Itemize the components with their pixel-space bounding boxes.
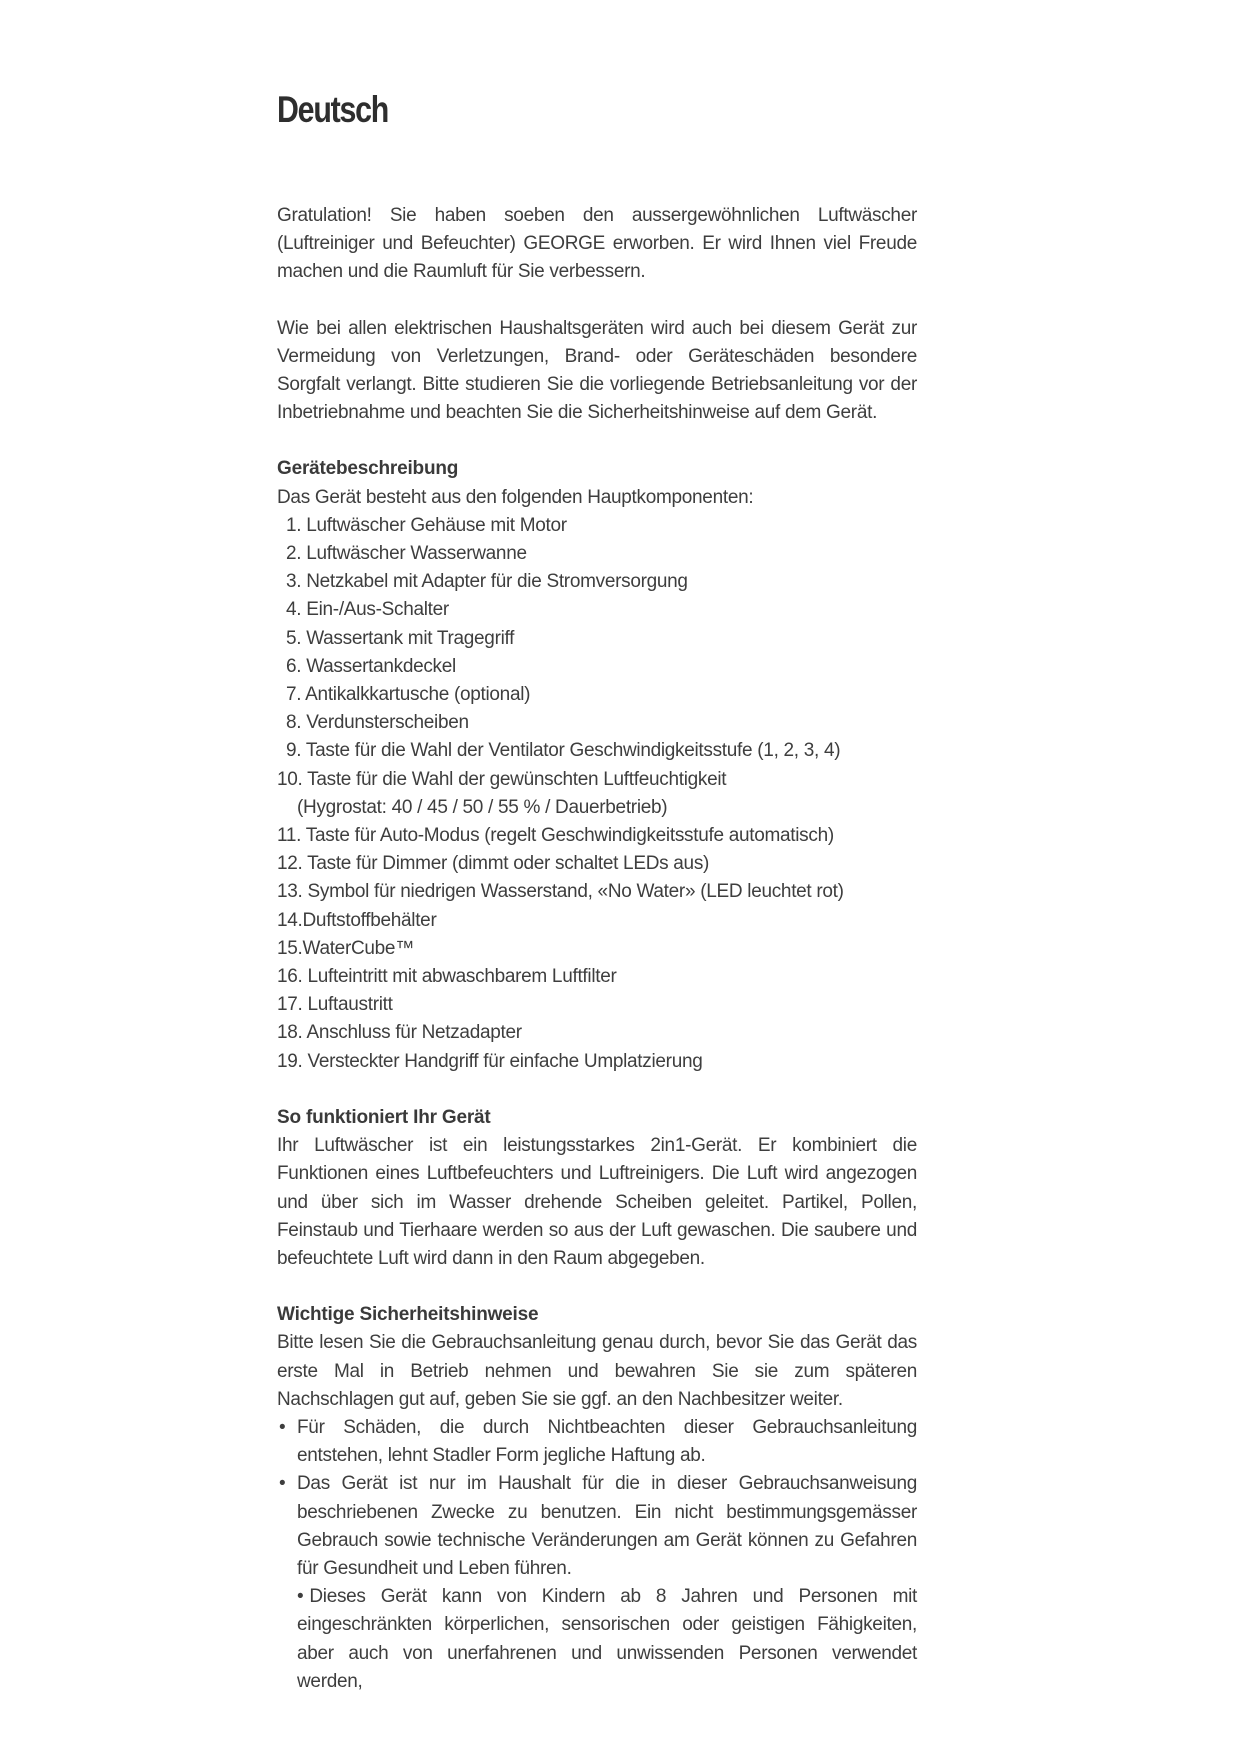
list-item: 16. Lufteintritt mit abwaschbarem Luftfilter: [277, 966, 617, 988]
section-heading-safety: Wichtige Sicherheitshinweise: [277, 1304, 539, 1326]
bullet-text: Dieses Gerät kann von Kindern ab 8 Jahren und Personen mit eingeschränkten körperlichen, sensorischen oder geistigen Fähigkeiten, aber auch von unerfahrenen und unwissenden Personen verwendet werden,: [297, 1586, 917, 1692]
list-item: 12. Taste für Dimmer (dimmt oder schaltet LEDs aus): [277, 853, 710, 875]
bullet-icon: •: [279, 1473, 286, 1495]
list-item: 13. Symbol für niedrigen Wasserstand, «No Water» (LED leuchtet rot): [277, 881, 844, 903]
list-item: 4. Ein-/Aus-Schalter: [286, 599, 449, 621]
list-item-10: [277, 766, 917, 822]
list-item-text: 10. Taste für die Wahl der gewünschten Luftfeuchtigkeit: [277, 768, 727, 790]
list-item: 11. Taste für Auto-Modus (regelt Geschwindigkeitsstufe automatisch): [277, 825, 834, 847]
list-item: 6. Wassertankdeckel: [286, 655, 456, 677]
bullet-icon: •: [279, 1416, 286, 1438]
bullet-text: Das Gerät ist nur im Haushalt für die in dieser Gebrauchsanweisung beschriebenen Zwecke zu benutzen. Ein nicht bestimmungsgemässer Gebrauch sowie technische Veränderungen am Gerät können zu Gefahren für Gesundheit und Leben führen.: [297, 1473, 917, 1579]
page-title: Deutsch: [277, 89, 389, 130]
intro-paragraph-2: Wie bei allen elektrischen Haushaltsgeräten wird auch bei diesem Gerät zur Vermeidung von Verletzungen, Brand- oder Geräteschäden besondere Sorgfalt verlangt. Bitte studieren Sie die vorliegende Betriebsanleitung vor der Inbetriebnahme und beachten Sie die Sicherheitshinweise auf dem Gerät.: [277, 317, 917, 424]
list-item: 17. Luftaustritt: [277, 994, 393, 1016]
section-heading-description: Gerätebeschreibung: [277, 458, 459, 480]
bullet-icon: •: [297, 1586, 304, 1608]
intro-paragraph-1: Gratulation! Sie haben soeben den aussergewöhnlichen Luftwäscher (Luftreiniger und Befeuchter) GEORGE erworben. Er wird Ihnen viel Freude machen und die Raumluft für Sie verbessern.: [277, 205, 917, 283]
list-item: 5. Wassertank mit Tragegriff: [286, 627, 515, 649]
list-item: [277, 1470, 917, 1583]
description-lead: Das Gerät besteht aus den folgenden Hauptkomponenten:: [277, 486, 754, 508]
section-heading-function: So funktioniert Ihr Gerät: [277, 1106, 491, 1128]
list-item: 7. Antikalkkartusche (optional): [286, 684, 531, 706]
safety-bullet-list: [277, 1414, 917, 1696]
list-item: 14.Duftstoffbehälter: [277, 909, 437, 931]
list-item-continuation: (Hygrostat: 40 / 45 / 50 / 55 % / Dauerbetrieb): [297, 796, 668, 818]
function-paragraph: Ihr Luftwäscher ist ein leistungsstarkes 2in1-Gerät. Er kombiniert die Funktionen eines Luftbefeuchters und Luftreinigers. Die Luft wird angezogen und über sich im Wasser drehende Scheiben geleitet. Partikel, Pollen, Feinstaub und Tierhaare werden so aus der Luft gewaschen. Die saubere und befeuchtete Luft wird dann in den Raum abgegeben.: [277, 1135, 917, 1269]
list-item: 18. Anschluss für Netzadapter: [277, 1022, 522, 1044]
manual-page: [277, 86, 917, 1696]
list-item: 3. Netzkabel mit Adapter für die Stromversorgung: [286, 571, 688, 593]
list-item: 1. Luftwäscher Gehäuse mit Motor: [286, 514, 567, 536]
components-list: [277, 512, 917, 1076]
list-item: 2. Luftwäscher Wasserwanne: [286, 543, 527, 565]
list-item: 8. Verdunsterscheiben: [286, 712, 469, 734]
list-item: 19. Versteckter Handgriff für einfache Umplatzierung: [277, 1050, 703, 1072]
list-item: 15.WaterCube™: [277, 937, 414, 959]
list-item: [277, 1414, 917, 1470]
list-item: [277, 1583, 917, 1696]
list-item: 9. Taste für die Wahl der Ventilator Geschwindigkeitsstufe (1, 2, 3, 4): [286, 740, 841, 762]
bullet-text: Für Schäden, die durch Nichtbeachten dieser Gebrauchsanleitung entstehen, lehnt Stadler Form jegliche Haftung ab.: [297, 1416, 917, 1467]
safety-paragraph: Bitte lesen Sie die Gebrauchsanleitung genau durch, bevor Sie das Gerät das erste Mal in Betrieb nehmen und bewahren Sie sie zum späteren Nachschlagen gut auf, geben Sie sie ggf. an den Nachbesitzer weiter.: [277, 1332, 917, 1410]
